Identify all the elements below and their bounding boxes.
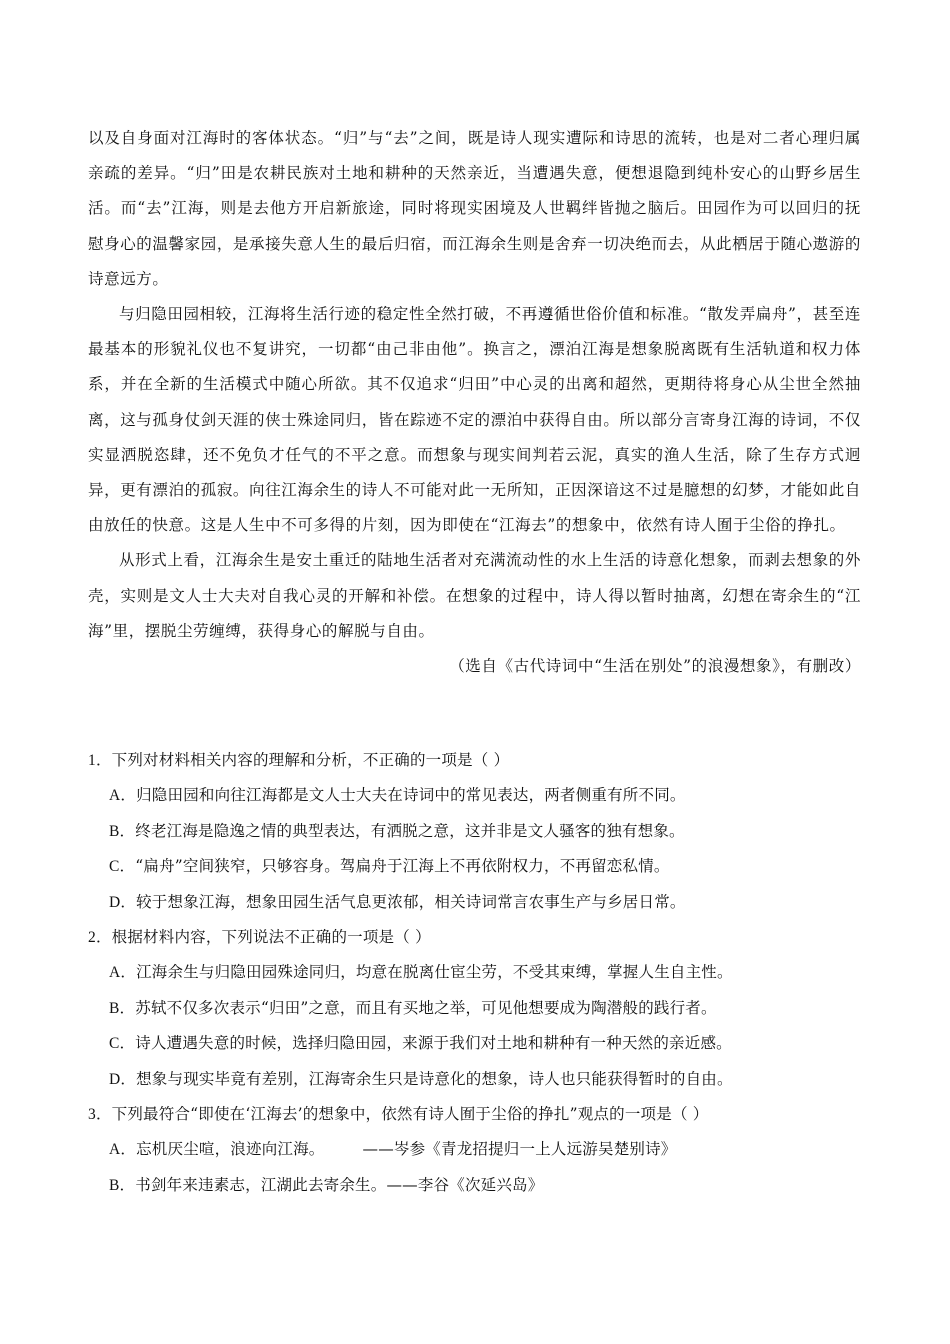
article-text xyxy=(88,121,861,684)
option-text: 诗人遭遇失意的时候，选择归隐田园，来源于我们对土地和耕种有一种天然的亲近感。 xyxy=(135,1034,732,1053)
option-letter: D． xyxy=(109,893,137,911)
poem-attribution: ——岑参《青龙招提归一上人远游吴楚别诗》 xyxy=(362,1140,677,1159)
option-a xyxy=(88,955,868,990)
question-number: 3． xyxy=(88,1106,112,1124)
option-letter: C． xyxy=(109,1035,136,1053)
article-paragraph: 以及自身面对江海时的客体状态。“归”与“去”之间，既是诗人现实遭际和诗思的流转，也是对二者心理归属亲疏的差异。“归”田是农耕民族对土地和耕种的天然亲近，当遭遇失意，便想退隐到纯朴安心的山野乡居生活。而“去”江海，则是去他方开启新旅途，同时将现实困境及人世羁绊皆抛之脑后。田园作为可以回归的抚慰身心的温馨家园，是承接失意人生的最后归宿，而江海余生则是舍弃一切决绝而去，从此栖居于随心遨游的诗意远方。 xyxy=(88,129,861,288)
option-text: 归隐田园和向往江海都是文人士大夫在诗词中的常见表达，两者侧重有所不同。 xyxy=(136,786,686,805)
question-2 xyxy=(88,920,868,1097)
option-text: 苏轼不仅多次表示“归田”之意，而且有买地之举，可见他想要成为陶潜般的践行者。 xyxy=(135,998,717,1017)
option-text: 较于想象江海，想象田园生活气息更浓郁，相关诗词常言农事生产与乡居日常。 xyxy=(136,892,686,911)
option-a xyxy=(88,1132,868,1167)
option-d xyxy=(88,1062,868,1097)
article-source: （选自《古代诗词中“生活在别处”的浪漫想象》，有删改） xyxy=(449,657,861,676)
option-text: 想象与现实毕竟有差别，江海寄余生只是诗意化的想象，诗人也只能获得暂时的自由。 xyxy=(136,1069,733,1088)
question-list xyxy=(88,743,868,1203)
option-text: 书剑年来违素志，江湖此去寄余生。——李谷《次延兴岛》 xyxy=(135,1175,544,1194)
option-letter: D． xyxy=(109,1070,137,1088)
question-stem xyxy=(88,920,868,955)
option-a xyxy=(88,778,868,813)
option-letter: A． xyxy=(109,964,137,982)
question-text: 下列对材料相关内容的理解和分析，不正确的一项是（ ） xyxy=(111,751,510,769)
option-c xyxy=(88,1026,868,1061)
question-stem xyxy=(88,1097,868,1132)
question-number: 2． xyxy=(88,929,112,947)
question-1 xyxy=(88,743,868,920)
option-b xyxy=(88,1168,868,1203)
question-3 xyxy=(88,1097,868,1203)
question-stem xyxy=(88,743,868,778)
option-text: 终老江海是隐逸之情的典型表达，有洒脱之意，这并非是文人骚客的独有想象。 xyxy=(135,821,685,840)
article-paragraph: 从形式上看，江海余生是安土重迁的陆地生活者对充满流动性的水上生活的诗意化想象，而剥去想象的外壳，实则是文人士大夫对自我心灵的开解和补偿。在想象的过程中，诗人得以暂时抽离，幻想在寄余生的“江海”里，摆脱尘劳缠缚，获得身心的解脱与自由。 xyxy=(88,551,861,640)
option-c xyxy=(88,849,868,884)
option-letter: A． xyxy=(109,1141,137,1159)
question-text: 根据材料内容，下列说法不正确的一项是（ ） xyxy=(111,928,431,947)
option-text: 忘机厌尘喧，浪迹向江海。 xyxy=(136,1140,325,1159)
option-letter: B． xyxy=(109,822,136,840)
option-b xyxy=(88,991,868,1026)
option-letter: B． xyxy=(109,999,136,1017)
article-paragraph: 与归隐田园相较，江海将生活行迹的稳定性全然打破，不再遵循世俗价值和标准。“散发弄扁舟”，甚至连最基本的形貌礼仪也不复讲究，一切都“由己非由他”。换言之，漂泊江海是想象脱离既有生活轨道和权力体系，并在全新的生活模式中随心所欲。其不仅追求“归田”中心灵的出离和超然，更期待将身心从尘世全然抽离，这与孤身仗剑天涯的侠士殊途同归，皆在踪迹不定的漂泊中获得自由。所以部分言寄身江海的诗词，不仅实显洒脱恣肆，还不免负才任气的不平之意。而想象与现实间判若云泥，真实的渔人生活，除了生存方式迥异，更有漂泊的孤寂。向往江海余生的诗人不可能对此一无所知，正因深谙这不过是臆想的幻梦，才能如此自由放任的快意。这是人生中不可多得的片刻，因为即使在“江海去”的想象中，依然有诗人囿于尘俗的挣扎。 xyxy=(88,305,861,535)
option-text: “扁舟”空间狭窄，只够容身。驾扁舟于江海上不再依附权力，不再留恋私情。 xyxy=(135,857,670,876)
option-letter: C． xyxy=(109,858,136,876)
option-letter: B． xyxy=(109,1176,136,1194)
option-b xyxy=(88,814,868,849)
question-number: 1． xyxy=(88,752,112,769)
option-letter: A． xyxy=(109,787,137,805)
option-text: 江海余生与归隐田园殊途同归，均意在脱离仕宦尘劳，不受其束缚，掌握人生自主性。 xyxy=(136,963,733,982)
option-d xyxy=(88,885,868,920)
question-text: 下列最符合“即使在‘江海去’的想象中，依然有诗人囿于尘俗的挣扎”观点的一项是（ ） xyxy=(111,1105,709,1124)
